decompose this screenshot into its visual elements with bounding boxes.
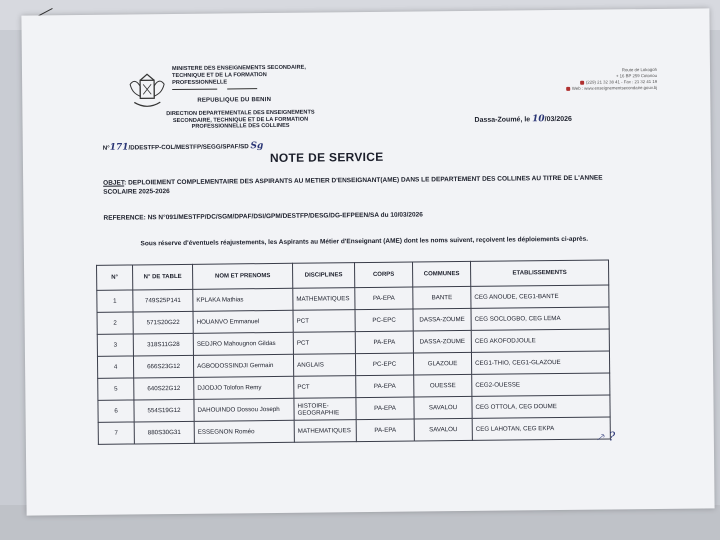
cell-table-number: 880S30G31 [134, 421, 194, 444]
globe-icon [566, 87, 570, 91]
cell-commune: DASSA-ZOUME [413, 330, 471, 353]
subject-text: : DEPLOIEMENT COMPLEMENTAIRE DES ASPIRANTS AU METIER D'ENSEIGNANT(AME) DANS LE DEPARTEMENT DES COLLINES AU TITRE DE L'ANNEE SCOLAIRE 2025-2026 [103, 174, 603, 196]
cell-discipline: MATHEMATIQUES [293, 288, 355, 311]
cell-discipline: PCT [293, 332, 355, 355]
cell-table-number: 666S23G12 [133, 355, 193, 378]
reference-number-suffix: /DDESTFP-COL/MESTFP/SEGG/SPAF/SD [128, 143, 249, 152]
contact-website: Web : www.enseignementsecondaire.gouv.bj [532, 85, 657, 92]
cell-discipline: PCT [293, 310, 355, 333]
contact-phone: (229) 21 32 38 41 - Fax : 21 32 41 19 [532, 79, 657, 86]
cell-name: HOUANVO Emmanuel [193, 310, 293, 333]
column-header: NOM ET PRENOMS [193, 263, 293, 289]
cell-name: ESSEGNON Roméo [194, 420, 294, 443]
header-divider [227, 88, 257, 89]
reference-line: REFERENCE: NS N°091/MESTFP/DC/SGM/DPAF/DSI/GPM/DESTFP/DESG/DG-EFPEEN/SA du 10/03/2026 [103, 211, 423, 222]
cell-corps: PC-EPC [355, 309, 413, 332]
cell-name: DJODJO Tolofon Remy [194, 376, 294, 399]
cell-number: 2 [97, 312, 133, 334]
cell-number: 5 [98, 378, 134, 400]
handwritten-initials: Sg [250, 141, 264, 152]
column-header: N° [97, 265, 133, 290]
cell-corps: PA-EPA [355, 331, 413, 354]
service-note-page [21, 8, 714, 515]
direction-name: DIRECTION DEPARTEMENTALE DES ENSEIGNEMENTS SECONDAIRE, TECHNIQUE ET DE LA FORMATION PROFESSIONNELLE DES COLLINES [166, 109, 315, 131]
cell-table-number: 749S25P141 [133, 289, 193, 312]
column-header: N° DE TABLE [133, 264, 193, 290]
coat-of-arms-icon [124, 70, 170, 114]
subject-line [103, 175, 603, 198]
cell-establishment: CEG ANOUDE, CEG1-BANTE [471, 285, 609, 308]
cell-discipline: HISTOIRE-GEOGRAPHIE [294, 398, 356, 421]
cell-table-number: 554S19G12 [134, 399, 194, 422]
cell-name: DAHOUINDO Dossou Joseph [194, 398, 294, 421]
republic-name: REPUBLIQUE DU BENIN [197, 97, 272, 104]
cell-table-number: 318S11G28 [133, 333, 193, 356]
cell-commune: DASSA-ZOUME [413, 308, 471, 331]
cell-establishment: CEG1-THIO, CEG1-GLAZOUE [471, 351, 609, 374]
cell-corps: PA-EPA [356, 375, 414, 398]
cell-number: 4 [97, 356, 133, 378]
contact-block [532, 67, 657, 92]
cell-table-number: 571S20G22 [133, 311, 193, 334]
cell-establishment: CEG AKOFODJOULE [471, 329, 609, 352]
place-date-prefix: Dassa-Zoumé, le [474, 116, 531, 124]
cell-name: AGBODOSSINDJI Germain [193, 354, 293, 377]
cell-establishment: CEG OTTOLA, CEG DOUME [472, 395, 610, 418]
cell-commune: GLAZOUE [413, 352, 471, 375]
contact-po-box: + 16 BP 259 Cotonou [615, 72, 658, 79]
cell-establishment: CEG SOCLOGBO, CEG LEMA [471, 307, 609, 330]
column-header: ETABLISSEMENTS [470, 260, 608, 286]
cell-establishment: CEG2-OUESSE [472, 373, 610, 396]
handwritten-number: 171 [109, 142, 129, 153]
ministry-name: MINISTERE DES ENSEIGNEMENTS SECONDAIRE, TECHNIQUE ET DE LA FORMATION PROFESSIONNELLE [171, 64, 306, 87]
contact-address: Route de Lokogoh [621, 66, 658, 73]
place-date [474, 114, 571, 125]
cell-discipline: MATHEMATIQUES [294, 420, 356, 443]
cell-commune: SAVALOU [414, 418, 472, 441]
cell-number: 3 [97, 334, 133, 356]
cell-corps: PA-EPA [355, 287, 413, 310]
cell-corps: PA-EPA [356, 419, 414, 442]
document-title: NOTE DE SERVICE [269, 149, 384, 166]
table-row [98, 417, 610, 444]
subject-label: OBJET [103, 179, 125, 187]
cell-corps: PA-EPA [356, 397, 414, 420]
cell-number: 1 [97, 290, 133, 312]
phone-icon [580, 81, 584, 85]
column-header: DISCIPLINES [293, 263, 355, 289]
cell-number: 6 [98, 400, 134, 422]
handwritten-signature: ⸕ ? [595, 429, 616, 444]
handwritten-day: 10 [532, 114, 545, 125]
intro-paragraph: Sous réserve d'éventuels réajustements, les Aspirants au Métier d'Enseignant (AME) dont les noms suivent, reçoivent les déploiements ci-après. [140, 235, 589, 248]
cell-commune: BANTE [413, 286, 471, 309]
column-header: COMMUNES [413, 261, 471, 287]
deployment-table [96, 259, 611, 444]
header-divider [172, 89, 217, 90]
cell-name: KPLAKA Mathias [193, 288, 293, 311]
cell-commune: OUESSE [414, 374, 472, 397]
cell-name: SEDJRO Mahougnon Gildas [193, 332, 293, 355]
reference-number [103, 141, 264, 153]
cell-number: 7 [98, 422, 134, 444]
cell-table-number: 640S22G12 [134, 377, 194, 400]
cell-corps: PC-EPC [355, 353, 413, 376]
column-header: CORPS [355, 262, 413, 288]
cell-commune: SAVALOU [414, 396, 472, 419]
cell-establishment: CEG LAHOTAN, CEG EKPA [472, 417, 610, 440]
place-date-suffix: /03/2026 [544, 115, 572, 124]
reference-number-prefix: N° [102, 144, 110, 152]
cell-discipline: ANGLAIS [293, 354, 355, 377]
cell-discipline: PCT [294, 376, 356, 399]
